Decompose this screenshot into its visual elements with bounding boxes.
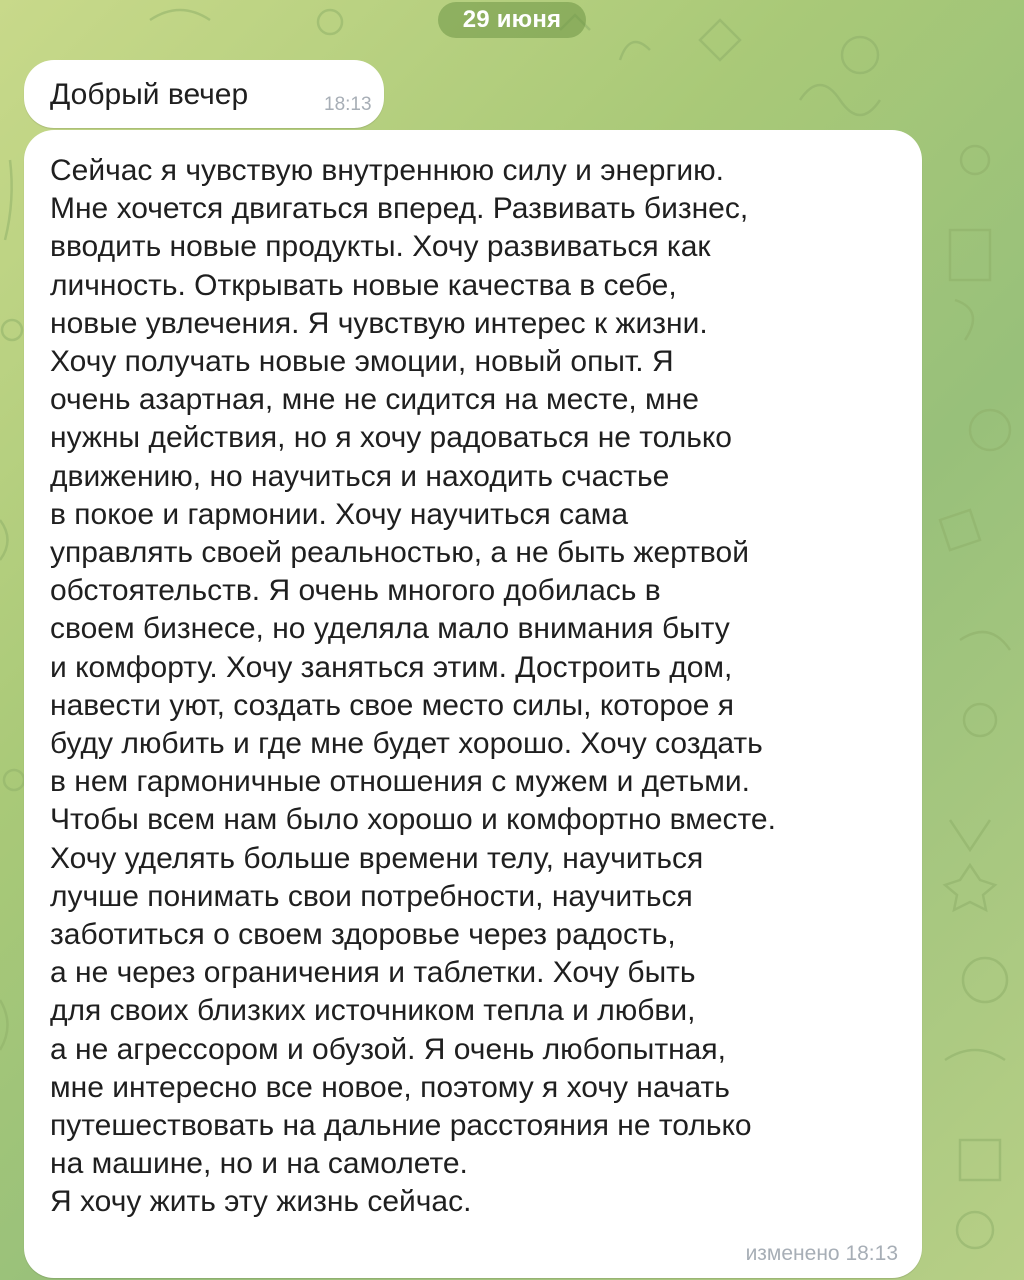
message-line: движению, но научиться и находить счастье: [50, 459, 670, 493]
date-separator: 29 июня: [438, 2, 586, 38]
message-line: и комфорту. Хочу заняться этим. Достроить дом,: [50, 650, 733, 684]
message-text: [50, 78, 248, 112]
message-line: Сейчас я чувствую внутреннюю силу и энергию.: [50, 154, 724, 187]
message-line: обстоятельств. Я очень многого добилась в: [50, 574, 661, 608]
message-line: Хочу получать новые эмоции, новый опыт. Я: [50, 345, 674, 379]
message-line: Мне хочется двигаться вперед. Развивать бизнес,: [50, 192, 749, 226]
message-line: Чтобы всем нам было хорошо и комфортно вместе.: [50, 803, 776, 837]
message-line: для своих близких источником тепла и любви,: [50, 994, 696, 1028]
message-line: навести уют, создать свое место силы, которое я: [50, 688, 735, 722]
message-line: в нем гармоничные отношения с мужем и детьми.: [50, 765, 750, 799]
message-line: Добрый вечер: [50, 78, 249, 111]
message-timestamp: 18:13: [324, 94, 372, 115]
message-line: своем бизнесе, но уделяла мало внимания быту: [50, 612, 730, 646]
message-line: очень азартная, мне не сидится на месте, мне: [50, 383, 699, 417]
message-line: заботиться о своем здоровье через радость,: [50, 918, 676, 952]
message-bubble[interactable]: [24, 130, 922, 1278]
message-line: вводить новые продукты. Хочу развиваться как: [50, 230, 711, 264]
message-line: буду любить и где мне будет хорошо. Хочу создать: [50, 727, 763, 761]
message-line: личность. Открывать новые качества в себе,: [50, 268, 677, 302]
message-line: новые увлечения. Я чувствую интерес к жизни.: [50, 306, 708, 340]
message-line: Я хочу жить эту жизнь сейчас.: [50, 1185, 472, 1219]
message-line: путешествовать на дальние расстояния не только: [50, 1109, 752, 1143]
message-line: нужны действия, но я хочу радоваться не только: [50, 421, 732, 455]
message-line: лучше понимать свои потребности, научиться: [50, 879, 693, 913]
message-line: на машине, но и на самолете.: [50, 1147, 468, 1181]
message-line: Хочу уделять больше времени телу, научиться: [50, 841, 704, 875]
message-timestamp: изменено 18:13: [745, 1242, 898, 1265]
message-text: [50, 152, 910, 1222]
message-line: управлять своей реальностью, а не быть жертвой: [50, 536, 749, 570]
message-line: в покое и гармонии. Хочу научиться сама: [50, 497, 629, 531]
message-bubble[interactable]: [24, 60, 384, 128]
message-line: а не через ограничения и таблетки. Хочу быть: [50, 956, 696, 990]
message-line: мне интересно все новое, поэтому я хочу начать: [50, 1070, 730, 1104]
message-line: а не агрессором и обузой. Я очень любопытная,: [50, 1032, 726, 1066]
